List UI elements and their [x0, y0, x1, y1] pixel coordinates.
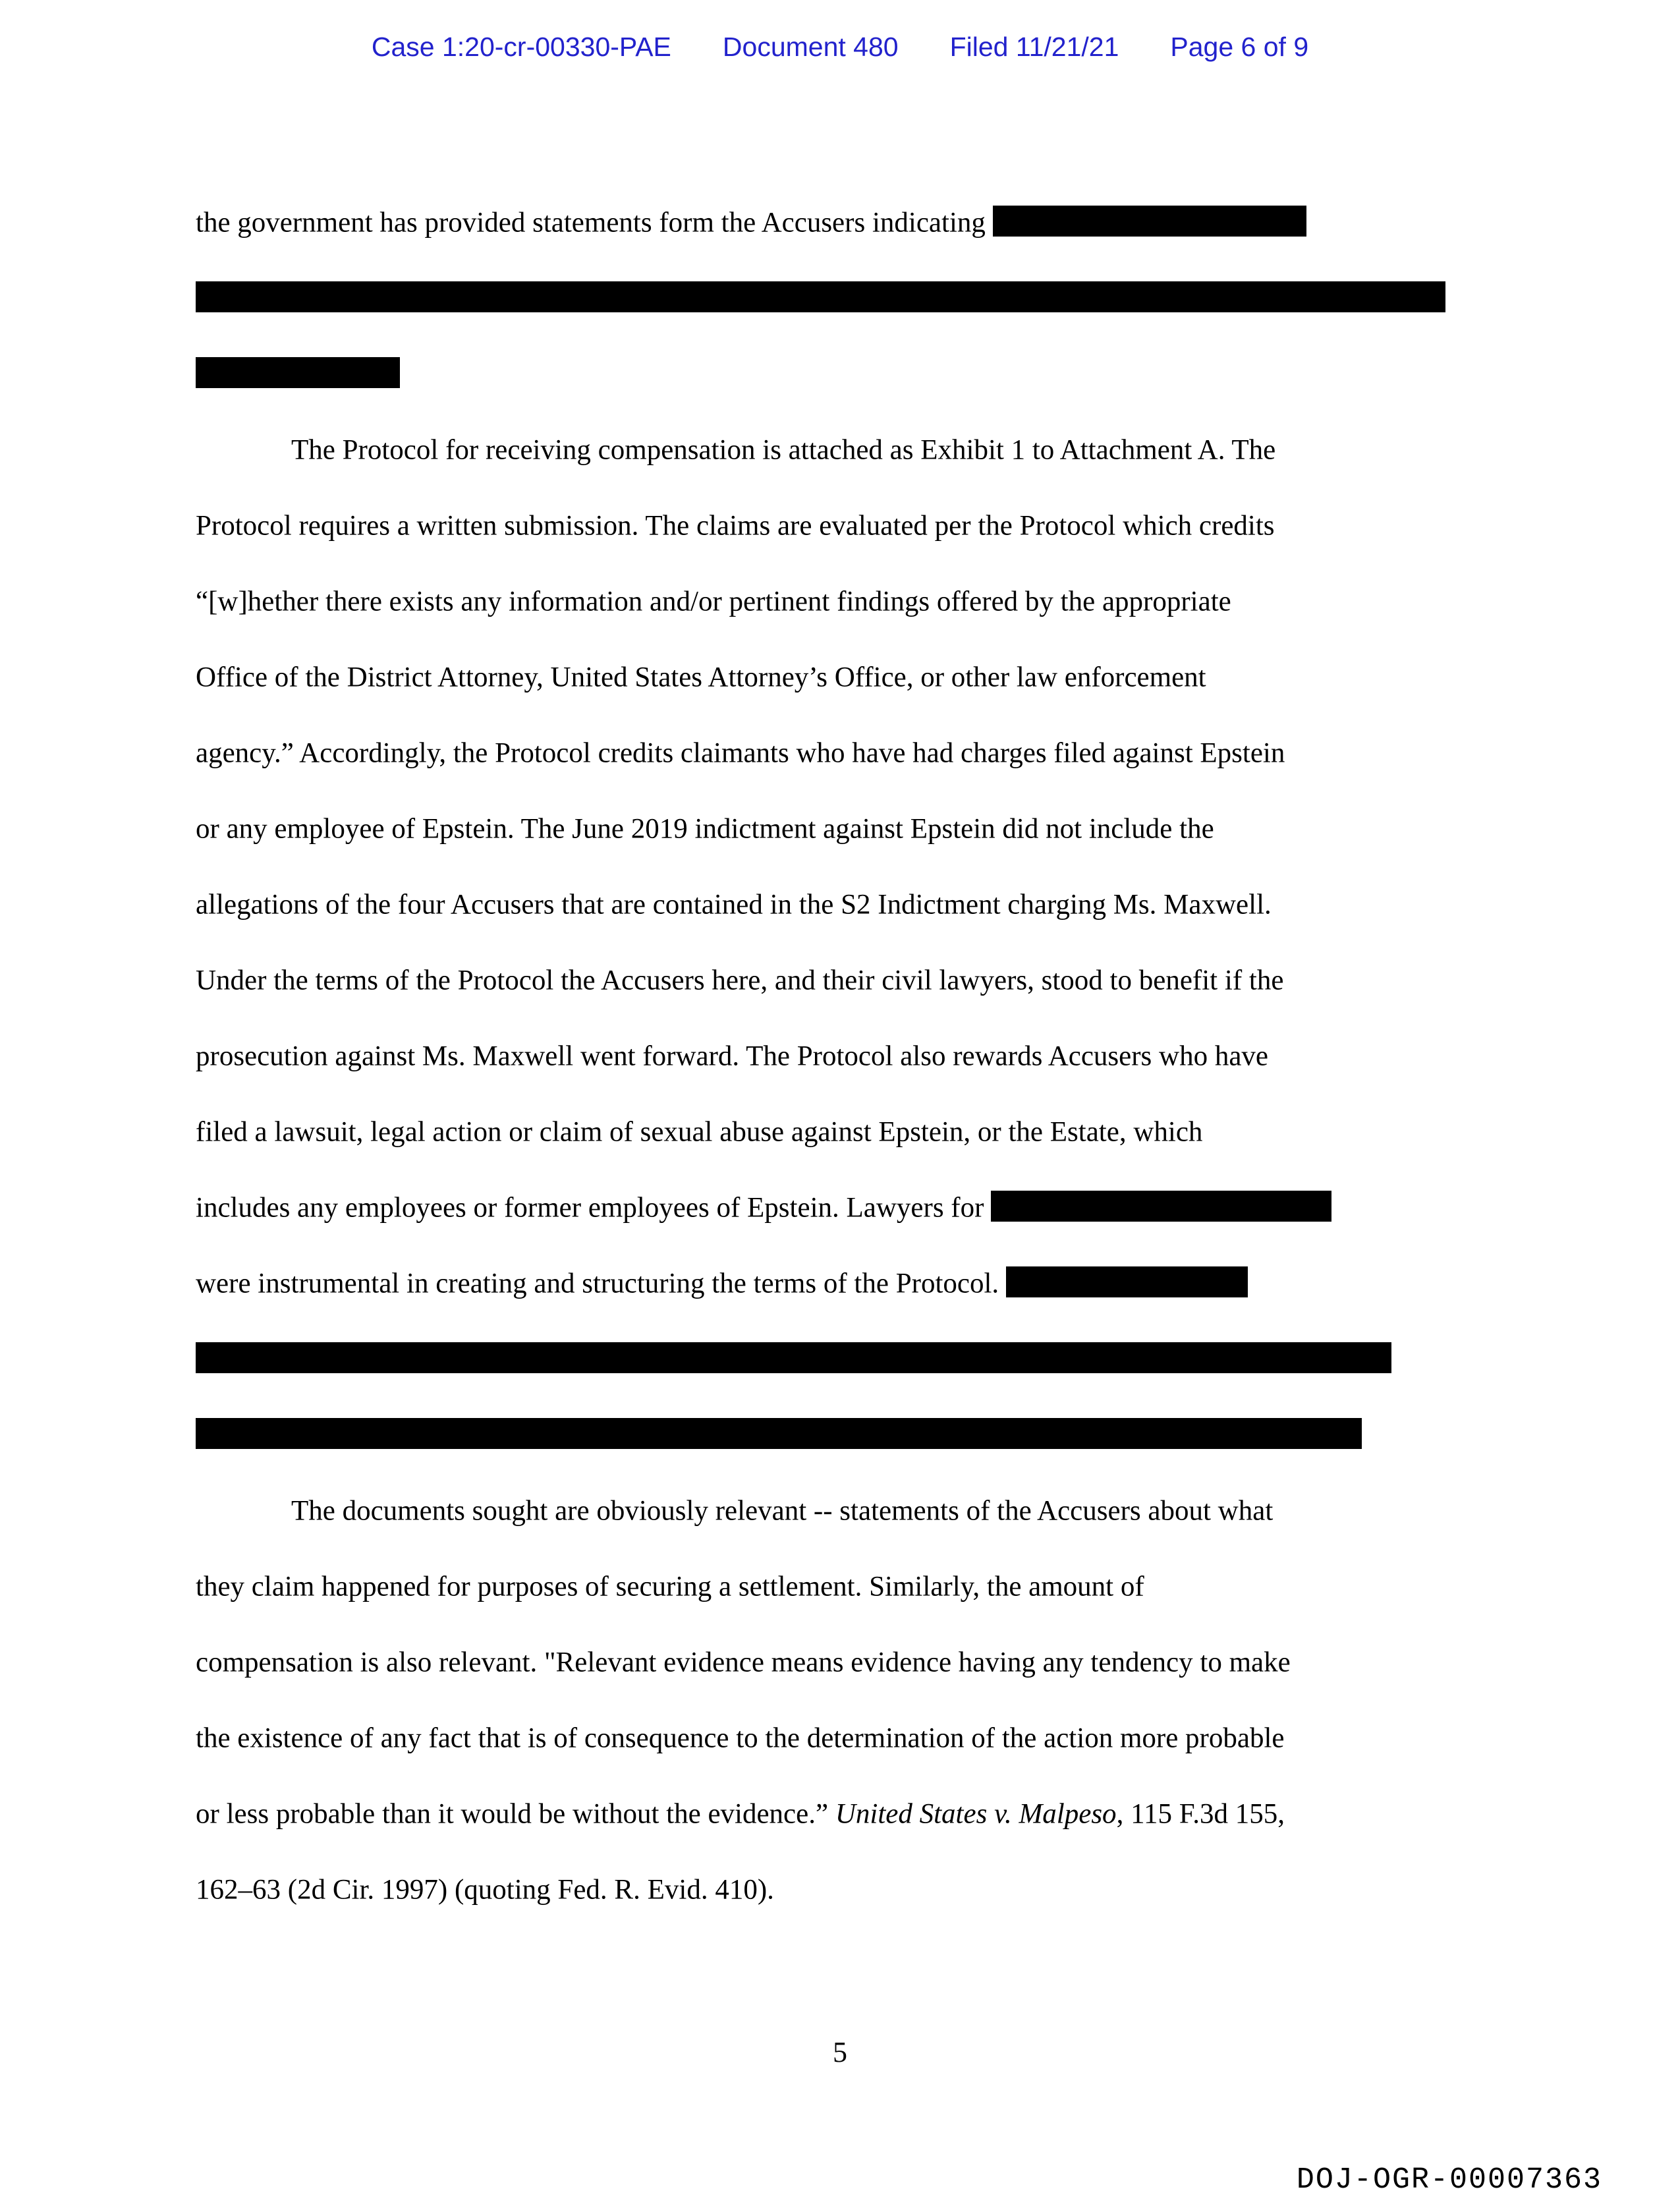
redaction-line	[196, 1319, 1487, 1395]
body-text: they claim happened for purposes of securing a settlement. Similarly, the amount of	[196, 1571, 1144, 1602]
text-line	[196, 1092, 1487, 1168]
body-text: compensation is also relevant. "Relevant evidence means evidence having any tendency to make	[196, 1647, 1291, 1678]
redaction-line	[196, 1395, 1487, 1471]
text-line	[196, 1168, 1487, 1243]
body-text: Protocol requires a written submission. The claims are evaluated per the Protocol which credits	[196, 510, 1275, 542]
text-line	[196, 183, 1487, 258]
text-line	[196, 1546, 1487, 1622]
text-line	[196, 713, 1487, 789]
redaction-bar	[196, 1418, 1362, 1449]
text-line	[196, 486, 1487, 561]
header-page-info: Page 6 of 9	[1170, 32, 1309, 62]
text-line	[196, 1016, 1487, 1092]
text-line	[196, 1622, 1487, 1698]
redaction-line	[196, 258, 1487, 334]
body-text: Office of the District Attorney, United States Attorney’s Office, or other law enforcement	[196, 662, 1206, 693]
redaction-line	[196, 334, 1487, 410]
body-text: The Protocol for receiving compensation is attached as Exhibit 1 to Attachment A. The	[291, 434, 1276, 466]
body-text: 162–63 (2d Cir. 1997) (quoting Fed. R. Evid. 410).	[196, 1874, 774, 1906]
text-line	[196, 865, 1487, 940]
case-header	[0, 32, 1680, 63]
page-number: 5	[833, 2036, 847, 2068]
body-text: , 115 F.3d 155,	[1116, 1798, 1285, 1830]
redaction-bar	[993, 206, 1306, 237]
text-line	[196, 1471, 1487, 1546]
text-line	[196, 1243, 1487, 1319]
bates-number: DOJ-OGR-00007363	[1296, 2163, 1602, 2197]
text-line	[196, 1698, 1487, 1774]
body-text: filed a lawsuit, legal action or claim of sexual abuse against Epstein, or the Estate, which	[196, 1116, 1203, 1148]
body-text: prosecution against Ms. Maxwell went forward. The Protocol also rewards Accusers who have	[196, 1040, 1269, 1072]
text-line	[196, 1850, 1487, 1925]
case-citation: United States v. Malpeso	[835, 1798, 1117, 1830]
body-text: The documents sought are obviously relevant -- statements of the Accusers about what	[291, 1495, 1274, 1527]
document-body	[196, 183, 1487, 1925]
body-text: Under the terms of the Protocol the Accusers here, and their civil lawyers, stood to benefit if the	[196, 965, 1284, 996]
redaction-bar	[196, 281, 1445, 312]
text-line	[196, 561, 1487, 637]
header-filed-date: Filed 11/21/21	[949, 32, 1119, 62]
body-text: the government has provided statements form the Accusers indicating	[196, 207, 993, 239]
text-line	[196, 1774, 1487, 1850]
body-text: were instrumental in creating and structuring the terms of the Protocol.	[196, 1268, 1006, 1299]
text-line	[196, 410, 1487, 486]
body-text: includes any employees or former employees of Epstein. Lawyers for	[196, 1192, 992, 1224]
header-document-number: Document 480	[722, 32, 899, 62]
body-text: or less probable than it would be without the evidence.”	[196, 1798, 835, 1830]
text-line	[196, 637, 1487, 713]
redaction-bar	[991, 1191, 1331, 1222]
redaction-bar	[1006, 1266, 1248, 1297]
header-case-number: Case 1:20-cr-00330-PAE	[371, 32, 671, 62]
body-text: “[w]hether there exists any information and/or pertinent findings offered by the appropriate	[196, 586, 1231, 617]
body-text: allegations of the four Accusers that are contained in the S2 Indictment charging Ms. Maxwell.	[196, 889, 1272, 921]
body-text: agency.” Accordingly, the Protocol credits claimants who have had charges filed against Epstein	[196, 737, 1285, 769]
body-text: or any employee of Epstein. The June 2019 indictment against Epstein did not include the	[196, 813, 1214, 845]
body-text: the existence of any fact that is of consequence to the determination of the action more probable	[196, 1722, 1285, 1754]
text-line	[196, 940, 1487, 1016]
redaction-bar	[196, 1342, 1391, 1373]
redaction-bar	[196, 357, 400, 388]
text-line	[196, 789, 1487, 865]
